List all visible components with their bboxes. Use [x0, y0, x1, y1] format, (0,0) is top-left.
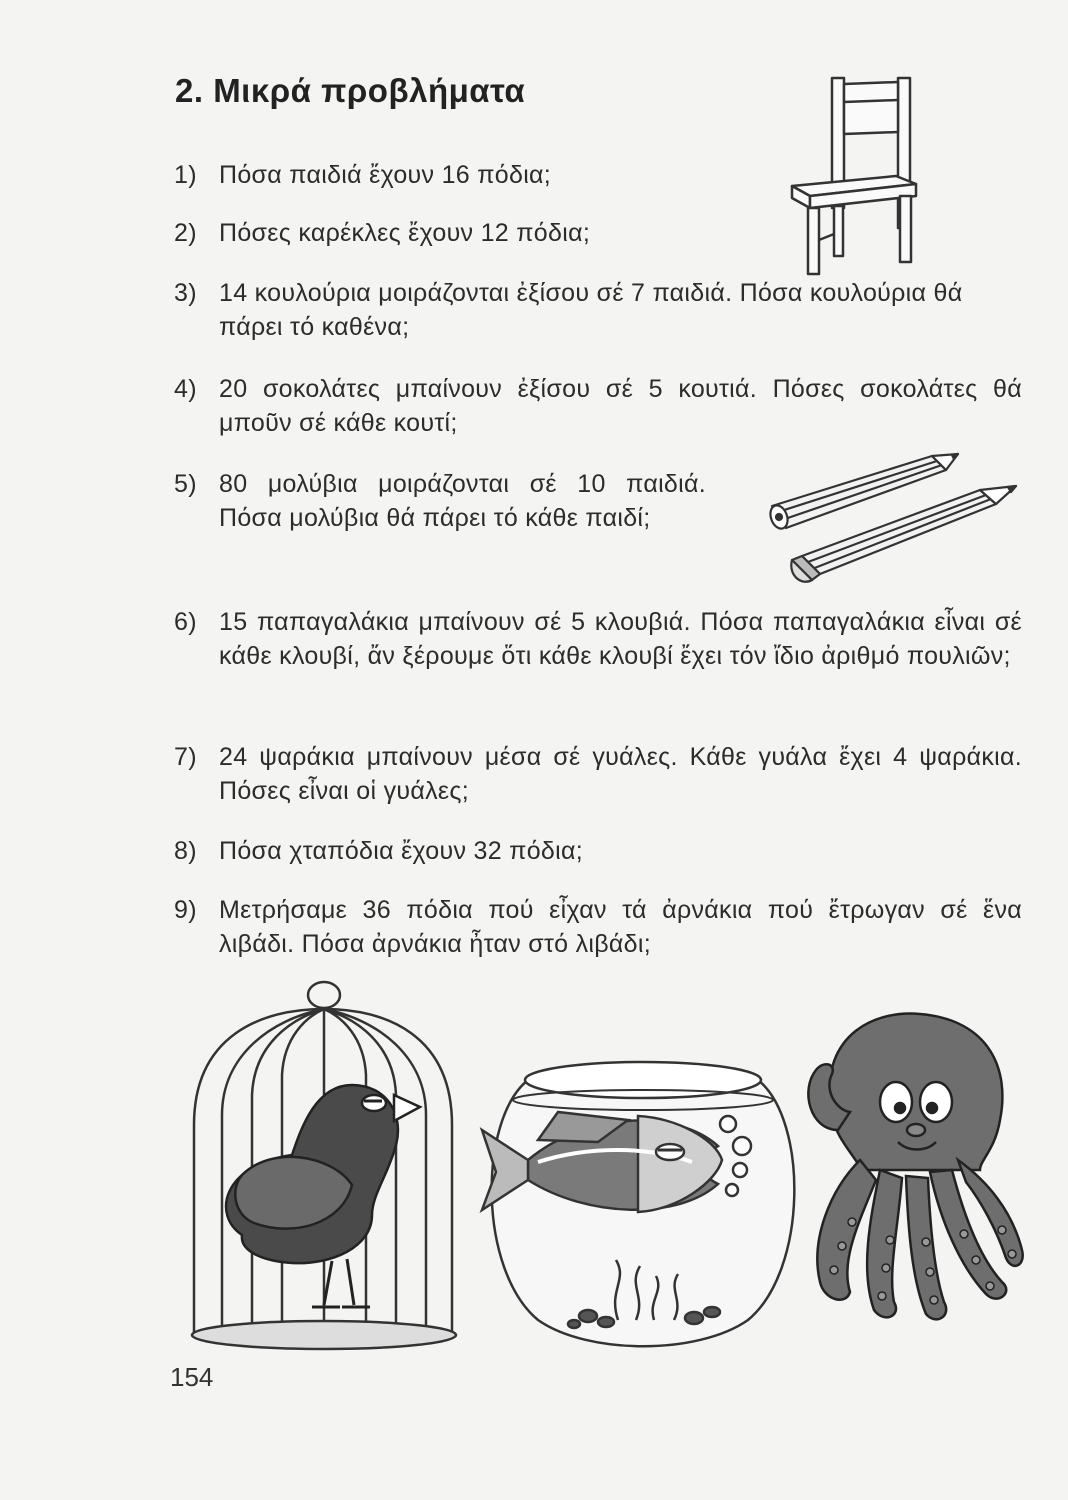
problem-number: 6)	[174, 608, 197, 636]
birdcage-illustration	[182, 975, 462, 1355]
problem-text: Πόσες καρέκλες ἔχουν 12 πόδια;	[219, 219, 591, 247]
problem-text: Πόσα χταπόδια ἔχουν 32 πόδια;	[219, 837, 583, 865]
problem-number: 1)	[174, 161, 197, 189]
problem-4	[174, 372, 1022, 440]
problem-1	[174, 158, 734, 192]
pencils-illustration	[762, 448, 1022, 583]
page-number: 154	[170, 1362, 214, 1392]
problem-number: 5)	[174, 470, 197, 498]
problem-number: 2)	[174, 219, 197, 247]
problem-8	[174, 834, 1022, 868]
problem-number: 7)	[174, 743, 197, 771]
problem-2	[174, 216, 734, 250]
problem-7	[174, 740, 1022, 808]
problem-3	[174, 276, 1022, 344]
problem-number: 4)	[174, 375, 197, 403]
problem-9	[174, 893, 1022, 961]
fishbowl-illustration	[478, 1050, 808, 1350]
problem-5	[174, 467, 706, 535]
problem-number: 8)	[174, 837, 197, 865]
problem-text: 15 παπαγαλάκια μπαίνουν σέ 5 κλουβιά. Πόσα παπαγαλάκια εἶναι σέ κάθε κλουβί, ἄν ξέρουμε ὅτι κάθε κλουβί ἔχει τόν ἴδιο ἀριθμό πουλιῶν;	[219, 608, 1022, 670]
problem-number: 3)	[174, 279, 197, 307]
problem-text: Μετρήσαμε 36 πόδια πού εἶχαν τά ἀρνάκια πού ἔτρωγαν σέ ἕνα λιβάδι. Πόσα ἀρνάκια ἦταν στό λιβάδι;	[219, 896, 1022, 958]
problem-text: Πόσα παιδιά ἔχουν 16 πόδια;	[219, 161, 552, 189]
page-title: 2. Μικρά προβλήματα	[175, 72, 526, 109]
problem-number: 9)	[174, 896, 197, 924]
octopus-illustration	[790, 1010, 1040, 1330]
problem-text: 20 σοκολάτες μπαίνουν ἐξίσου σέ 5 κουτιά. Πόσες σοκολάτες θά μποῦν σέ κάθε κουτί;	[219, 375, 1022, 437]
chair-illustration	[780, 72, 930, 282]
problem-text: 24 ψαράκια μπαίνουν μέσα σέ γυάλες. Κάθε γυάλα ἔχει 4 ψαράκια. Πόσες εἶναι οἱ γυάλες;	[219, 743, 1022, 805]
problem-6	[174, 605, 1022, 673]
problem-text: 14 κουλούρια μοιράζονται ἐξίσου σέ 7 παιδιά. Πόσα κουλούρια θά πάρει τό καθένα;	[219, 279, 963, 341]
problem-text: 80 μολύβια μοιράζονται σέ 10 παιδιά. Πόσα μολύβια θά πάρει τό κάθε παιδί;	[219, 470, 706, 532]
